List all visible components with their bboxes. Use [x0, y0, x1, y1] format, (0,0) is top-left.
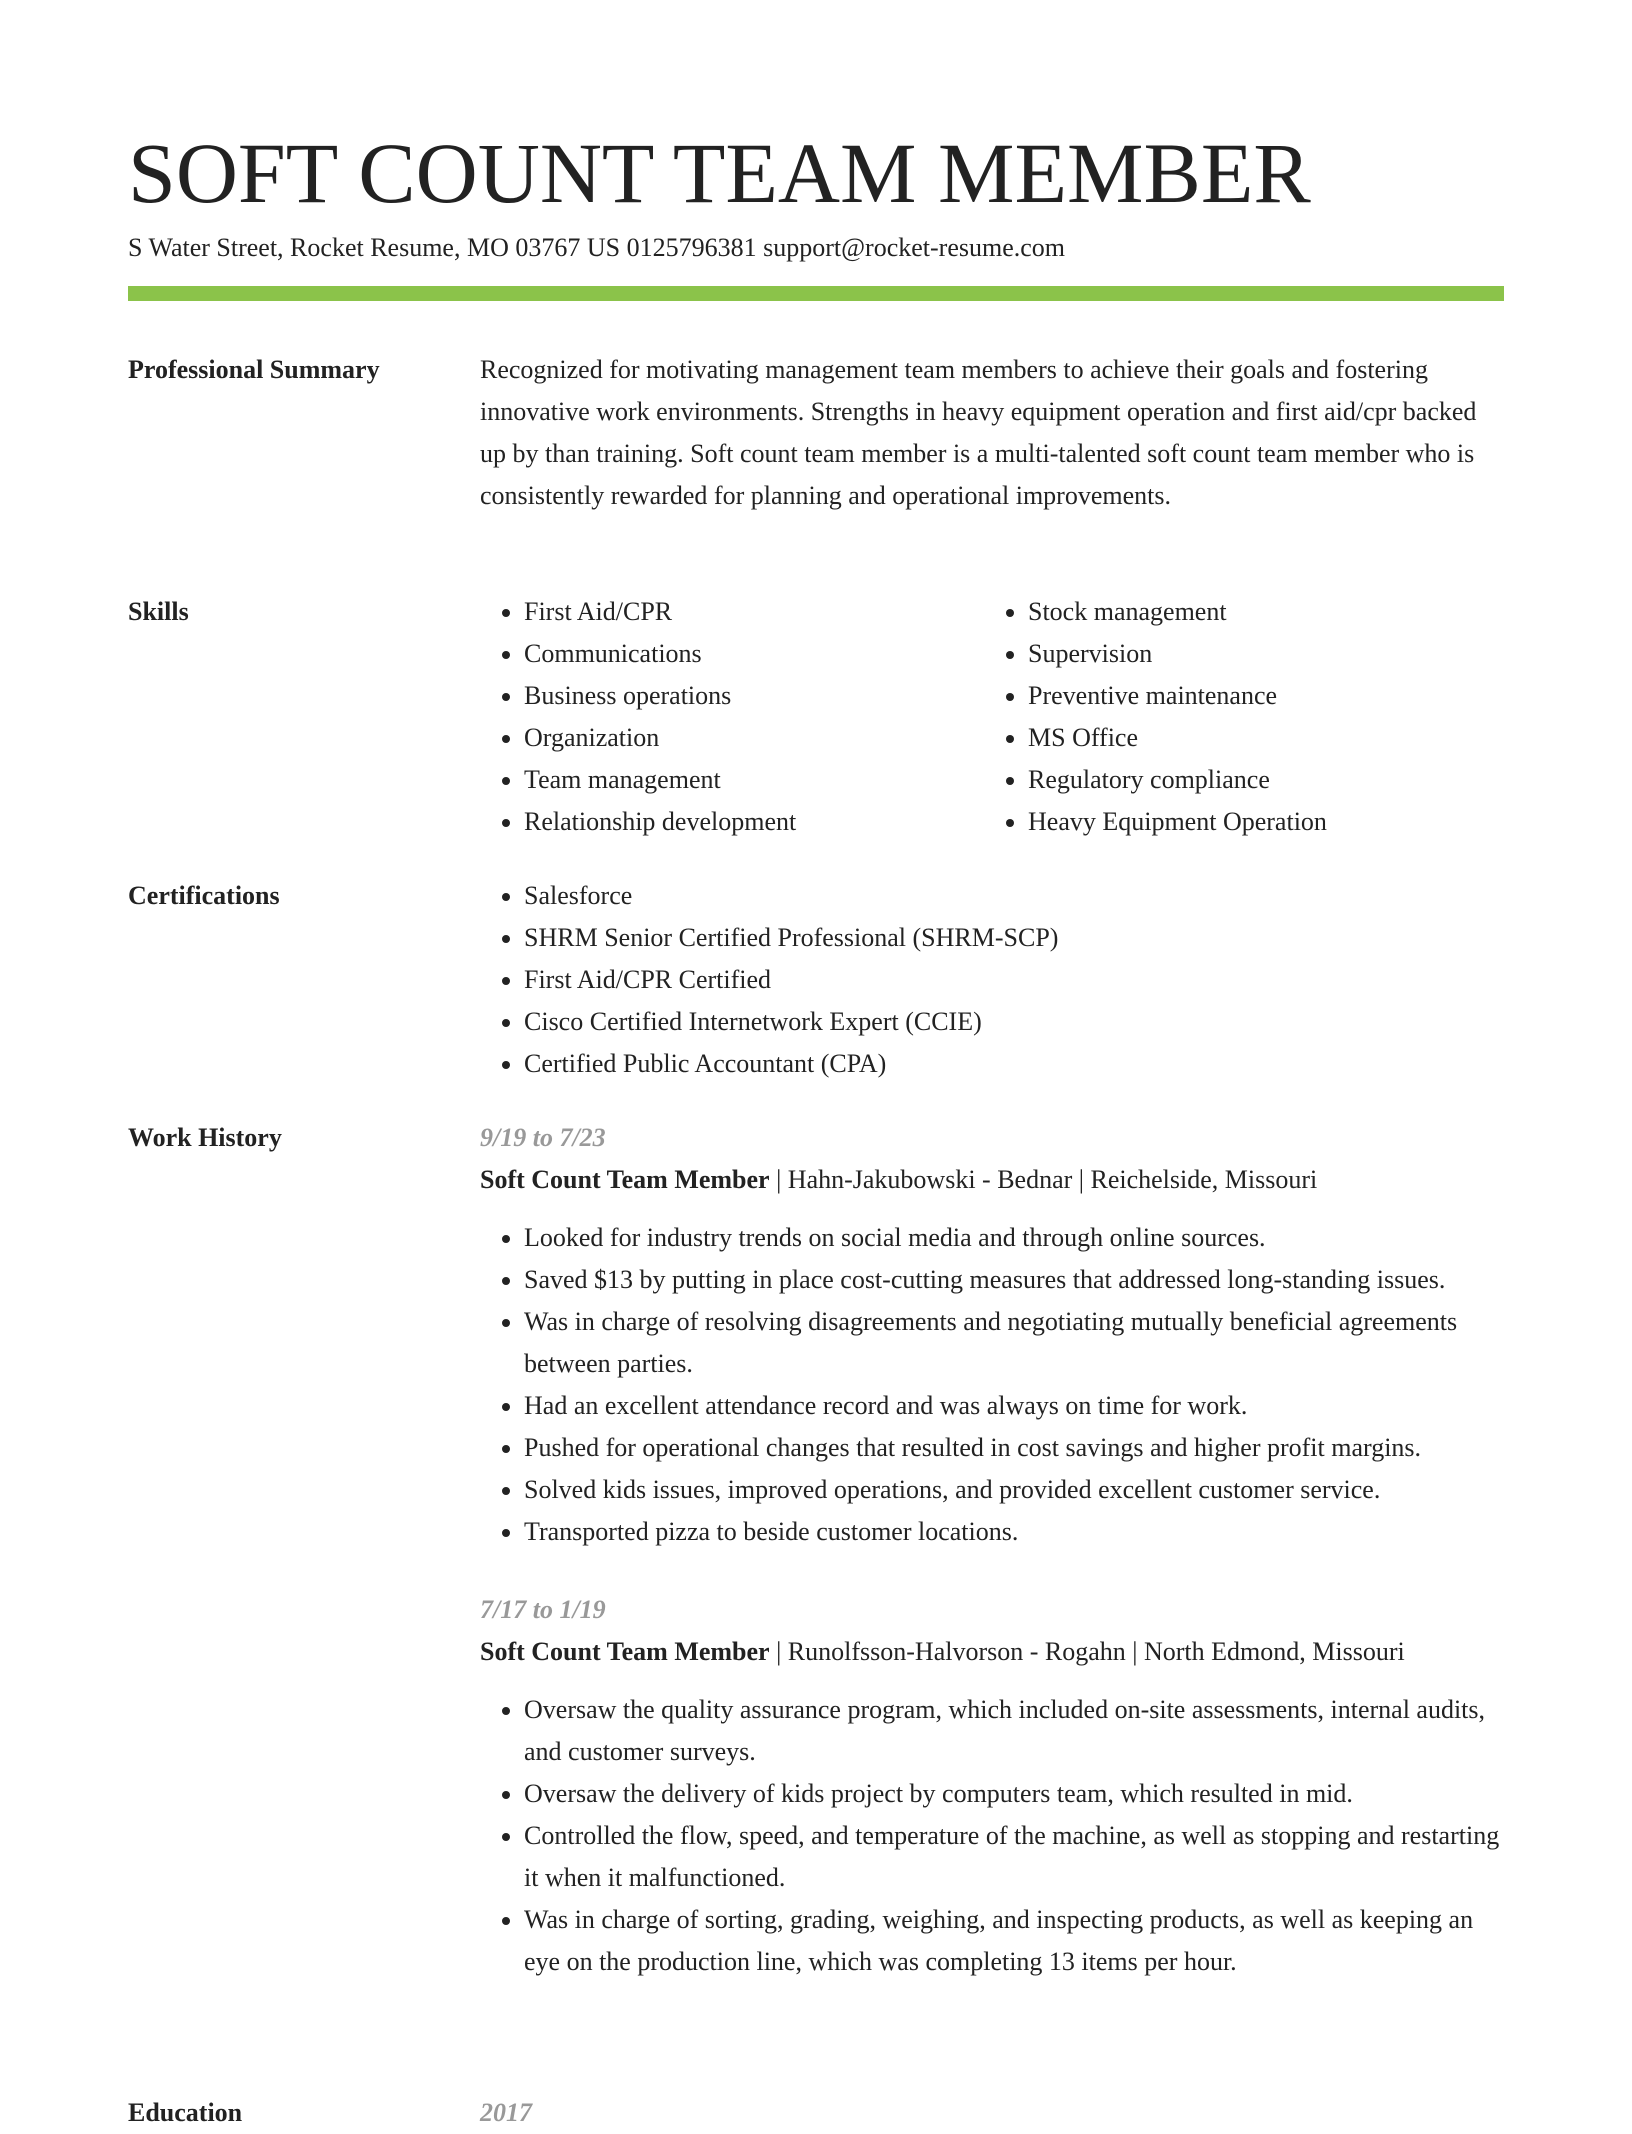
job-title: Soft Count Team Member: [480, 1165, 770, 1194]
skill-item: • Stock management: [1028, 591, 1488, 633]
job-bullet: • Transported pizza to beside customer locations.: [524, 1511, 1504, 1553]
job-details: | Runolfsson-Halvorson - Rogahn | North Edmond, Missouri: [769, 1637, 1405, 1666]
job-heading: [480, 1159, 1504, 1201]
skill-item: • Communications: [524, 633, 984, 675]
job-bullet: • Was in charge of resolving disagreements and negotiating mutually beneficial agreements between parties.: [524, 1301, 1504, 1385]
skill-item: • Regulatory compliance: [1028, 759, 1488, 801]
certification-item: • First Aid/CPR Certified: [524, 959, 1504, 1001]
job-bullet: • Was in charge of sorting, grading, weighing, and inspecting products, as well as keeping an eye on the production line, which was completing 13 items per hour.: [524, 1899, 1504, 1983]
job-bullet: • Saved $13 by putting in place cost-cutting measures that addressed long-standing issues.: [524, 1259, 1504, 1301]
accent-divider: [128, 286, 1504, 301]
contact-line: S Water Street, Rocket Resume, MO 03767 US 0125796381 support@rocket-resume.com: [128, 233, 1066, 262]
skill-item: • Heavy Equipment Operation: [1028, 801, 1488, 843]
job-bullets: [480, 1217, 1504, 1553]
job-title: Soft Count Team Member: [480, 1637, 770, 1666]
resume-name: SOFT COUNT TEAM MEMBER: [128, 125, 1311, 221]
education-dates: 2017: [480, 2098, 532, 2127]
job-dates: 7/17 to 1/19: [480, 1595, 606, 1624]
skills-list-right: [984, 591, 1488, 843]
job-entry: [480, 1589, 1504, 1983]
certification-item: • SHRM Senior Certified Professional (SHRM-SCP): [524, 917, 1504, 959]
job-details: | Hahn-Jakubowski - Bednar | Reichelside, Missouri: [769, 1165, 1318, 1194]
job-bullet: • Controlled the flow, speed, and temperature of the machine, as well as stopping and restarting it when it malfunctioned.: [524, 1815, 1504, 1899]
skill-item: • Organization: [524, 717, 984, 759]
skills-heading: Skills: [128, 597, 189, 626]
summary-text: Recognized for motivating management team members to achieve their goals and fostering innovative work environments. Strengths in heavy equipment operation and first aid/cpr backed up by than training. Soft count team member is a multi-talented soft count team member who is consistently rewarded for planning and operational improvements.: [480, 355, 1477, 510]
job-bullet: • Oversaw the quality assurance program, which included on-site assessments, internal audits, and customer surveys.: [524, 1689, 1504, 1773]
summary-heading: Professional Summary: [128, 355, 380, 384]
certifications-heading: Certifications: [128, 881, 280, 910]
skill-item: • Supervision: [1028, 633, 1488, 675]
job-bullet: • Oversaw the delivery of kids project by computers team, which resulted in mid.: [524, 1773, 1504, 1815]
certification-item: • Cisco Certified Internetwork Expert (CCIE): [524, 1001, 1504, 1043]
job-heading: [480, 1631, 1504, 1673]
job-dates: 9/19 to 7/23: [480, 1123, 606, 1152]
skills-list-left: [480, 591, 984, 843]
skill-item: • Business operations: [524, 675, 984, 717]
skill-item: • Relationship development: [524, 801, 984, 843]
job-bullet: • Had an excellent attendance record and was always on time for work.: [524, 1385, 1504, 1427]
skill-item: • MS Office: [1028, 717, 1488, 759]
certification-item: • Certified Public Accountant (CPA): [524, 1043, 1504, 1085]
work-history-heading: Work History: [128, 1123, 282, 1152]
job-bullet: • Solved kids issues, improved operations, and provided excellent customer service.: [524, 1469, 1504, 1511]
job-entry: [480, 1117, 1504, 1553]
skill-item: • First Aid/CPR: [524, 591, 984, 633]
skill-item: • Team management: [524, 759, 984, 801]
education-heading: Education: [128, 2098, 243, 2127]
job-bullet: • Pushed for operational changes that resulted in cost savings and higher profit margins.: [524, 1427, 1504, 1469]
job-bullet: • Looked for industry trends on social media and through online sources.: [524, 1217, 1504, 1259]
certifications-list: [480, 875, 1504, 1085]
job-bullets: [480, 1689, 1504, 1983]
skill-item: • Preventive maintenance: [1028, 675, 1488, 717]
certification-item: • Salesforce: [524, 875, 1504, 917]
